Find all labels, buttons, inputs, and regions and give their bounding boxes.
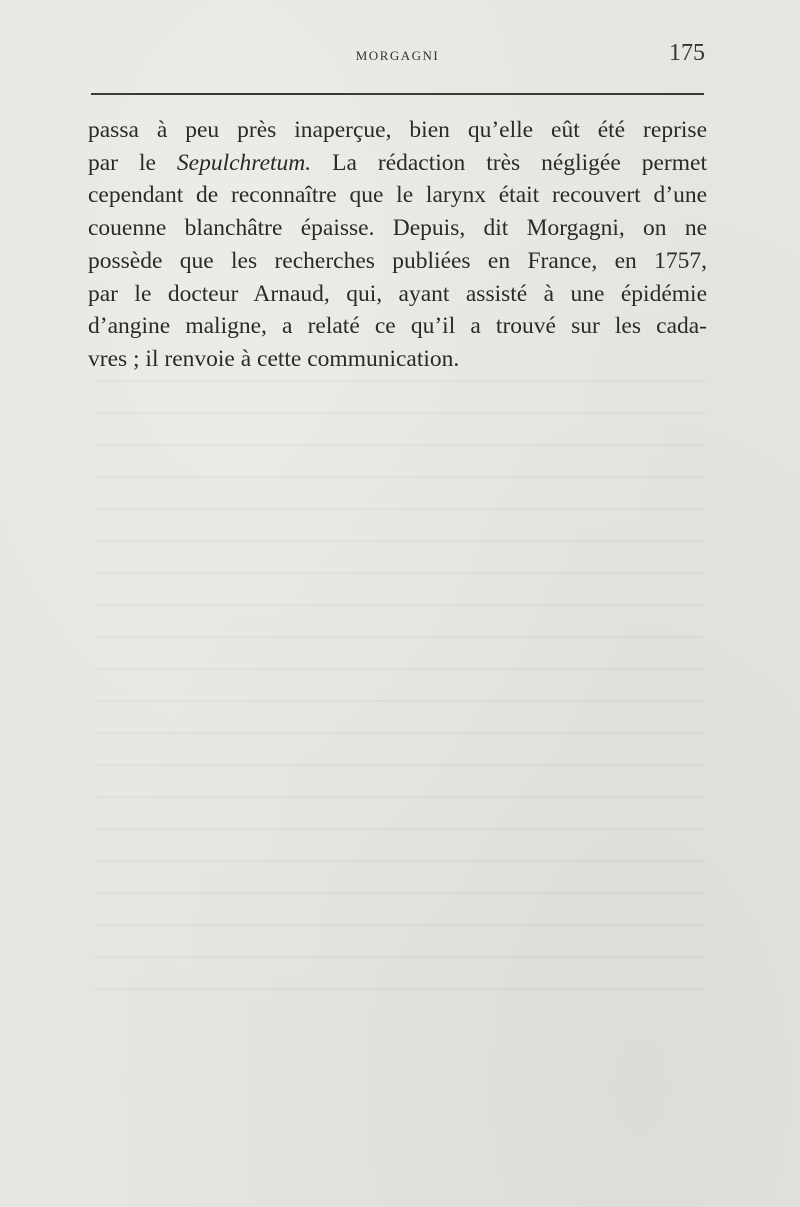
text-line bbox=[88, 147, 707, 180]
text-line: cependant de reconnaître que le larynx était recouvert d’une bbox=[88, 182, 707, 209]
body-paragraph bbox=[88, 114, 707, 376]
header-rule bbox=[91, 93, 704, 95]
text-segment: par le bbox=[88, 149, 177, 176]
text-line: possède que les recherches publiées en France, en 1757, bbox=[88, 247, 707, 274]
text-line: d’angine maligne, a relaté ce qu’il a trouvé sur les cada- bbox=[88, 313, 707, 340]
text-line: couenne blanchâtre épaisse. Depuis, dit Morgagni, on ne bbox=[88, 215, 707, 242]
text-line: vres ; il renvoie à cette communication. bbox=[88, 345, 460, 372]
running-title: MORGAGNI bbox=[355, 48, 440, 63]
text-segment: La rédaction très négligée permet bbox=[311, 149, 707, 176]
text-line: passa à peu près inaperçue, bien qu’elle eût été reprise bbox=[88, 117, 707, 143]
page-number: 175 bbox=[669, 40, 705, 66]
text-line: par le docteur Arnaud, qui, ayant assisté à une épidémie bbox=[88, 280, 707, 307]
italic-title: Sepulchretum. bbox=[176, 149, 312, 176]
show-through-texture bbox=[95, 380, 705, 1000]
running-head bbox=[90, 40, 705, 70]
